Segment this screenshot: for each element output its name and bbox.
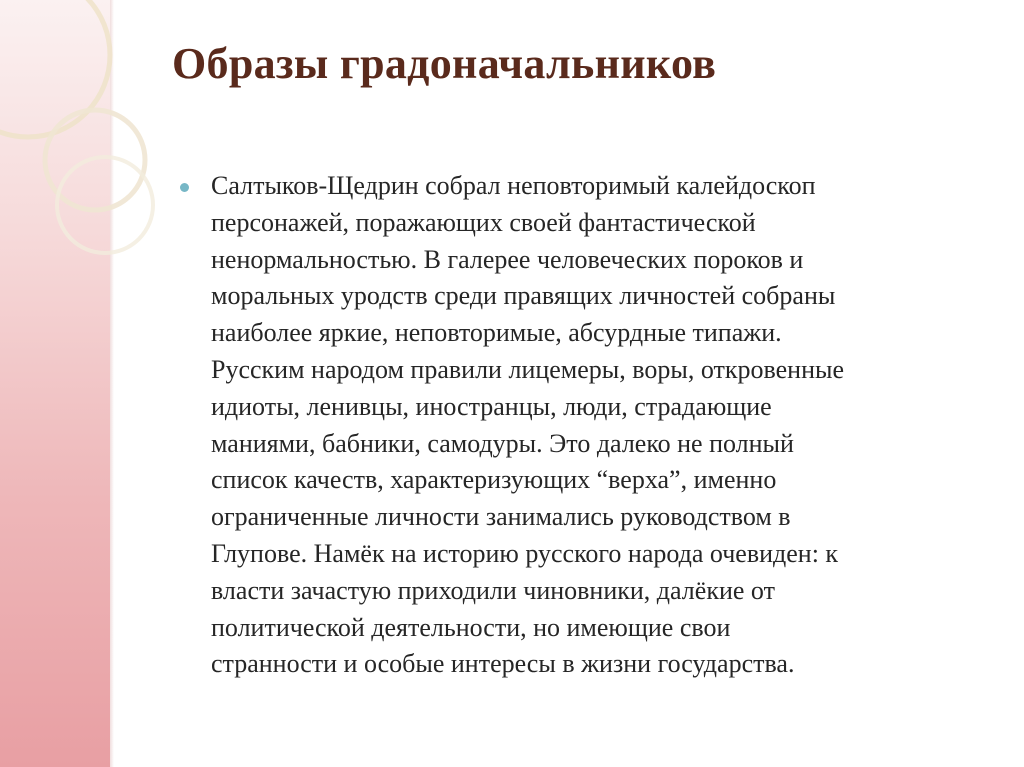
text-line: наиболее яркие, неповторимые, абсурдные типажи.: [211, 318, 782, 348]
large-ring: [0, 0, 110, 137]
text-line: странности и особые интересы в жизни государства.: [211, 649, 795, 679]
text-line: власти зачастую приходили чиновники, далёкие от: [211, 575, 775, 605]
text-line: моральных уродств среди правящих личностей собраны: [211, 281, 836, 311]
text-line: Русским народом правили лицемеры, воры, откровенные: [211, 354, 844, 384]
decorative-rings: [0, 0, 140, 300]
text-line: ограниченные личности занимались руководством в: [211, 502, 791, 532]
text-line: список качеств, характеризующих “верха”, именно: [211, 465, 777, 495]
text-line: Салтыков-Щедрин собрал неповторимый калейдоскоп: [211, 171, 816, 200]
bullet-text: [211, 168, 1001, 683]
text-line: маниями, бабники, самодуры. Это далеко не полный: [211, 428, 794, 458]
text-line: ненормальностью. В галерее человеческих пороков и: [211, 244, 804, 274]
text-line: Глупове. Намёк на историю русского народа очевиден: к: [211, 538, 839, 568]
bullet-icon: [180, 183, 189, 192]
text-line: идиоты, ленивцы, иностранцы, люди, страдающие: [211, 391, 772, 421]
text-line: политической деятельности, но имеющие свои: [211, 612, 731, 642]
slide-title: Образы градоначальников: [172, 39, 717, 88]
text-line: персонажей, поражающих своей фантастической: [211, 207, 756, 237]
